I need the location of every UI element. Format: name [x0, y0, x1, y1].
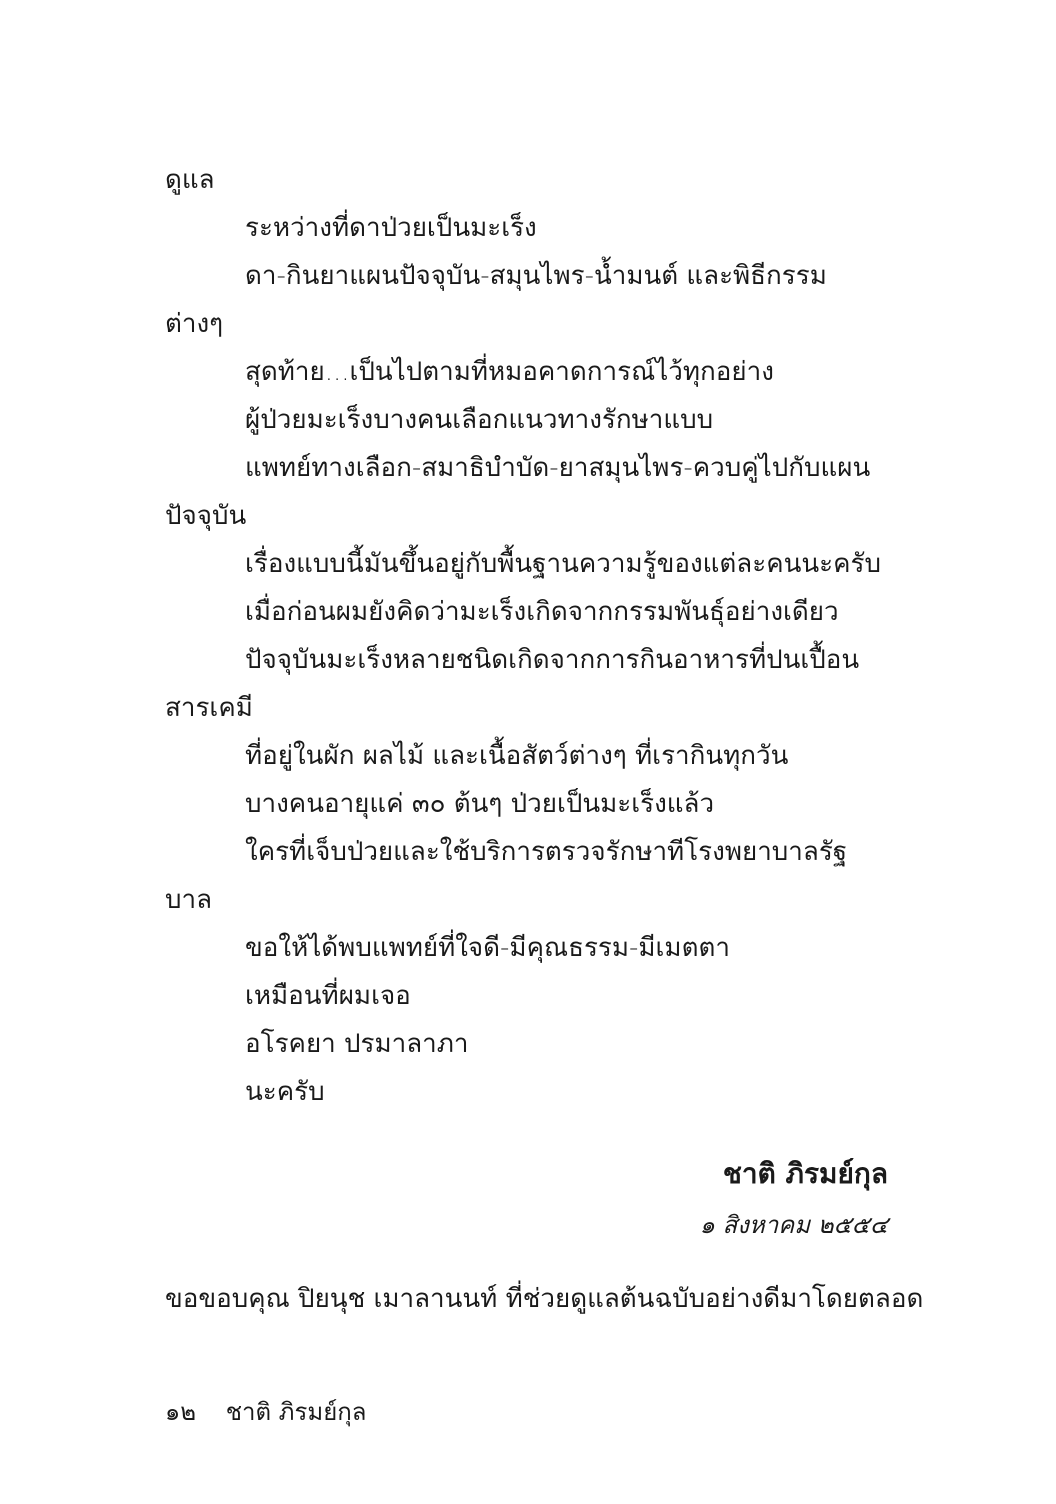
page-number: ๑๒	[165, 1398, 197, 1426]
body-line: บาล	[165, 885, 213, 915]
signature-name: ชาติ ภิรมย์กุล	[722, 1157, 888, 1190]
body-line: นะครับ	[245, 1077, 325, 1107]
body-line: ต่างๆ	[165, 309, 224, 339]
body-line: ระหว่างที่ดาป่วยเป็นมะเร็ง	[245, 213, 537, 243]
body-line: ใครที่เจ็บป่วยและใช้บริการตรวจรักษาทีโรงพยาบาลรัฐ	[245, 837, 848, 867]
body-line: สารเคมี	[165, 693, 253, 723]
body-line: ดา-กินยาแผนปัจจุบัน-สมุนไพร-น้ำมนต์ และพิธีกรรม	[245, 261, 827, 291]
body-line: เมื่อก่อนผมยังคิดว่ามะเร็งเกิดจากกรรมพันธุ์อย่างเดียว	[245, 597, 839, 627]
body-line: บางคนอายุแค่ ๓๐ ต้นๆ ป่วยเป็นมะเร็งแล้ว	[245, 789, 715, 819]
body-line: อโรคยา ปรมาลาภา	[245, 1029, 469, 1059]
running-author: ชาติ ภิรมย์กุล	[225, 1398, 367, 1426]
body-line: เหมือนที่ผมเจอ	[245, 981, 411, 1011]
body-line: ปัจจุบันมะเร็งหลายชนิดเกิดจากการกินอาหารที่ปนเปื้อน	[245, 645, 860, 675]
body-line: ปัจจุบัน	[165, 501, 247, 531]
page-footer	[165, 1392, 367, 1431]
body-line: สุดท้าย...เป็นไปตามที่หมอคาดการณ์ไว้ทุกอย่าง	[245, 357, 774, 387]
body-line: เรื่องแบบนี้มันขึ้นอยู่กับพื้นฐานความรู้ของแต่ละคนนะครับ	[245, 549, 881, 579]
acknowledgement-text: ขอขอบคุณ ปิยนุช เมาลานนท์ ที่ช่วยดูแลต้นฉบับอย่างดีมาโดยตลอด	[165, 1284, 924, 1314]
body-line: แพทย์ทางเลือก-สมาธิบำบัด-ยาสมุนไพร-ควบคู่ไปกับแผน	[245, 453, 871, 483]
body-line: ที่อยู่ในผัก ผลไม้ และเนื้อสัตว์ต่างๆ ที่เรากินทุกวัน	[245, 741, 789, 771]
body-line: ดูแล	[165, 165, 215, 195]
body-line: ผู้ป่วยมะเร็งบางคนเลือกแนวทางรักษาแบบ	[245, 405, 714, 435]
signature-date: ๑ สิงหาคม ๒๕๕๔	[699, 1211, 888, 1239]
body-line: ขอให้ได้พบแพทย์ที่ใจดี-มีคุณธรรม-มีเมตตา	[245, 933, 730, 963]
